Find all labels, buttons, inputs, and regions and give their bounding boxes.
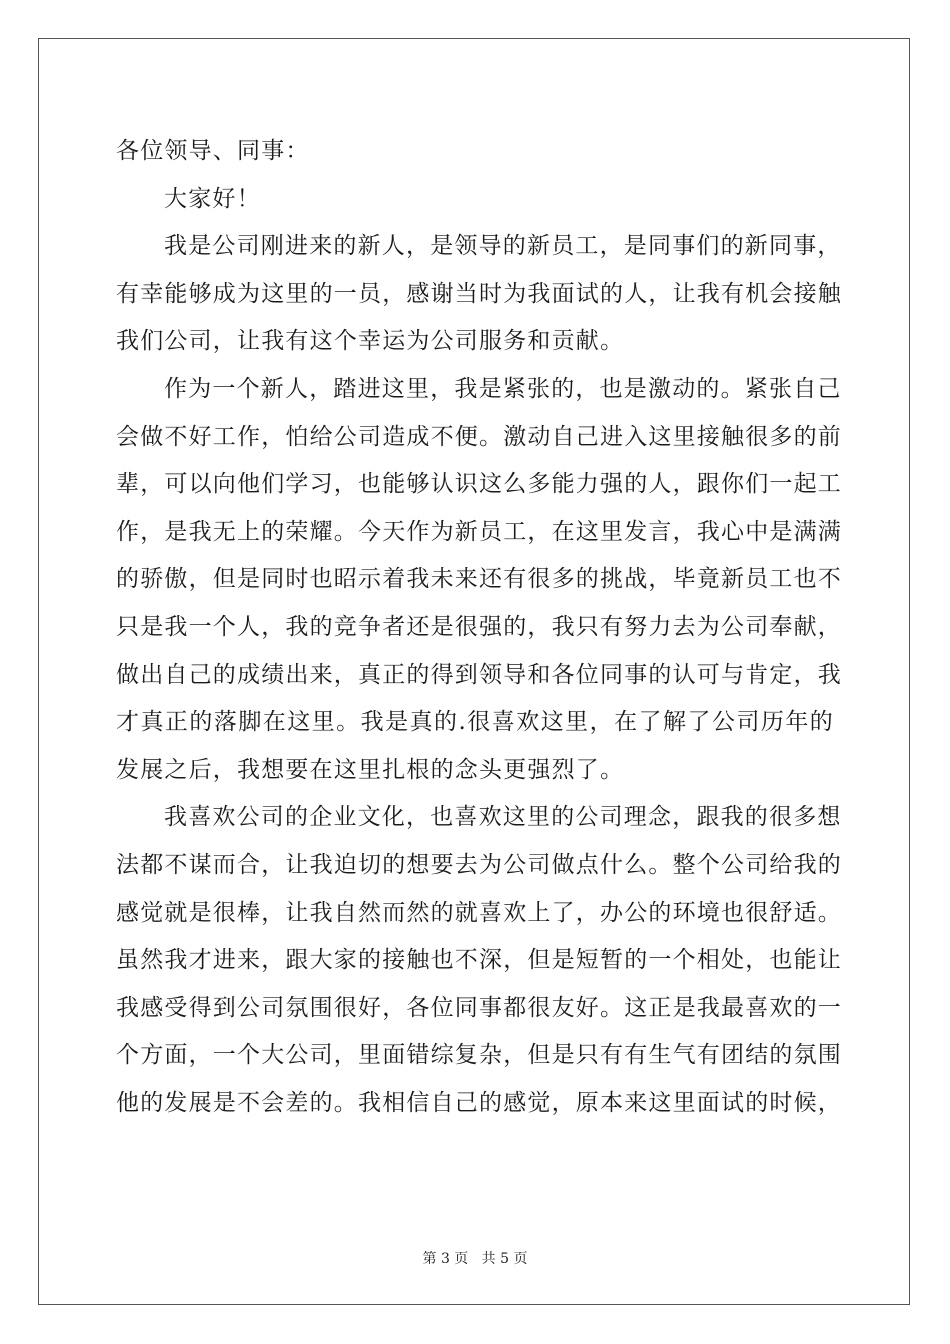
paragraph-line: 发展之后，我想要在这里扎根的念头更强烈了。	[116, 756, 625, 783]
paragraph-1	[116, 223, 842, 366]
paragraph-line: 做出自己的成绩出来，真正的得到领导和各位同事的认可与肯定，我	[116, 661, 842, 688]
paragraph-3	[116, 794, 842, 1127]
paragraph-line: 辈，可以向他们学习，也能够认识这么多能力强的人，跟你们一起工	[116, 471, 842, 498]
paragraph-line: 作为一个新人，踏进这里，我是紧张的，也是激动的。紧张自己	[164, 375, 842, 402]
greeting: 大家好！	[164, 185, 261, 212]
paragraph-line: 虽然我才进来，跟大家的接触也不深，但是短暂的一个相处，也能让	[116, 947, 842, 974]
page-footer	[0, 1248, 950, 1268]
salutation: 各位领导、同事：	[116, 138, 310, 164]
paragraph-line: 有幸能够成为这里的一员，感谢当时为我面试的人，让我有机会接触	[116, 280, 842, 307]
paragraph-line: 作，是我无上的荣耀。今天作为新员工，在这里发言，我心中是满满	[116, 518, 842, 545]
paragraph-line: 我喜欢公司的企业文化，也喜欢这里的公司理念，跟我的很多想	[164, 804, 842, 831]
paragraph-2	[116, 366, 842, 794]
total-pages: 共 5 页	[481, 1251, 528, 1267]
page-number: 第 3 页	[422, 1251, 469, 1267]
paragraph-line: 感觉就是很棒，让我自然而然的就喜欢上了，办公的环境也很舒适。	[116, 899, 842, 926]
paragraph-line: 我们公司，让我有这个幸运为公司服务和贡献。	[116, 328, 625, 355]
paragraph-line: 只是我一个人，我的竞争者还是很强的，我只有努力去为公司奉献，	[116, 613, 842, 640]
document-body	[116, 128, 842, 1127]
paragraph-line: 我是公司刚进来的新人，是领导的新员工，是同事们的新同事，	[164, 233, 842, 260]
paragraph-line: 个方面，一个大公司，里面错综复杂，但是只有有生气有团结的氛围	[116, 1042, 842, 1069]
paragraph-line: 会做不好工作，怕给公司造成不便。激动自己进入这里接触很多的前	[116, 423, 842, 450]
paragraph-line: 他的发展是不会差的。我相信自己的感觉，原本来这里面试的时候，	[116, 1089, 842, 1116]
paragraph-line: 我感受得到公司氛围很好，各位同事都很友好。这正是我最喜欢的一	[116, 994, 842, 1021]
paragraph-line: 的骄傲，但是同时也昭示着我未来还有很多的挑战，毕竟新员工也不	[116, 566, 842, 593]
paragraph-line: 法都不谋而合，让我迫切的想要去为公司做点什么。整个公司给我的	[116, 851, 842, 878]
paragraph-line: 才真正的落脚在这里。我是真的.很喜欢这里，在了解了公司历年的	[116, 709, 834, 736]
